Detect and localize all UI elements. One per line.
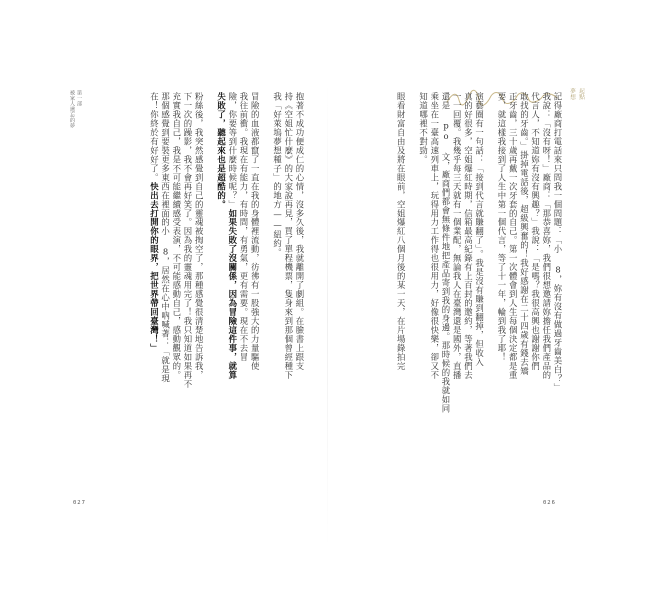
body-text: 我往前衝。我現在有能力，有時間，有勇氣，更有需要。現在不去冒	[239, 92, 249, 362]
text-column	[496, 92, 507, 362]
text-column	[148, 92, 159, 353]
body-text: 代言人，不知道妳有沒有興趣？」我說：「是嗎？我很高興也謝謝你們	[530, 92, 541, 371]
text-column	[474, 92, 485, 367]
text-column	[451, 92, 462, 380]
body-text: 我說：「沒有呀！」廠商：「那恭喜妳，我們很想邀請妳擔任我們產品的	[541, 92, 552, 380]
text-column	[283, 92, 294, 380]
body-text: 演藝圈有一句話：「接到代言就賺翻了」。我是沒有賺到翻掉，但收入	[474, 92, 485, 367]
body-text: 險，你要等到什麼時候呢？」	[227, 92, 238, 209]
right-section-label: 夢想	[569, 88, 575, 100]
left-page-number: 027	[73, 500, 86, 506]
body-text: 要，就這樣我接到了人生中第一個代言，等了十一年，輪到我了耶！	[497, 92, 507, 362]
right-section-label-small: 起點	[578, 88, 584, 100]
text-column	[227, 92, 238, 380]
text-column	[238, 92, 249, 362]
body-text: 還是 po 文，廠商們都會無條件地把產品寄到我的身邊。那時候的我就如同	[441, 92, 451, 414]
body-text: 充實我自己，我是不可能繼續感受表演，不可能感動自己，感動觀眾的。	[171, 92, 182, 380]
left-chapter-subtitle: 被家人遺忘的夢	[69, 90, 75, 129]
text-column	[507, 92, 518, 380]
emphasis-text: 如果失敗了沒關係，因為冒險這件事，就算	[227, 208, 238, 380]
right-page-number: 026	[543, 500, 556, 506]
body-text: 知道哪裡不對勁。	[418, 92, 429, 164]
text-column	[395, 92, 406, 371]
text-column	[541, 92, 552, 380]
text-column	[182, 92, 193, 389]
left-chapter-header: 第一部	[76, 90, 82, 107]
body-text: 持《空姐忙什麼》的大家說再見，買了單程機票，隻身來到那個曾經種下	[283, 92, 294, 380]
text-column	[462, 92, 473, 380]
body-text: 在！你終於有好好了。	[149, 92, 160, 182]
text-column	[160, 92, 171, 383]
text-column	[418, 92, 429, 164]
body-text: 粉絲後，我突然感覺到自己的靈魂被掏空了，那種感覺很清楚地告訴我，	[194, 92, 205, 380]
text-column	[272, 92, 283, 257]
text-column	[294, 92, 305, 371]
text-column	[552, 92, 563, 392]
text-column	[171, 92, 182, 380]
body-text: 冒險的血液都竄了一直在我的身體裡流動，彷彿有一股強大的力量驅使	[250, 92, 261, 371]
body-text: 我「好萊塢夢想種子」的地方——紐約。	[272, 92, 283, 258]
body-text: 那個感覺到要裝更多東西在裡面的小 8，居然在心中吶喊著：「就是現	[160, 92, 171, 383]
body-text: 抱著不成功便成仁的心情，沒多久後，我就離開了劇組。在臉書上跟支	[295, 92, 305, 371]
text-column	[530, 92, 541, 371]
body-text: 眼看財富自由及將在眼前，空姐爆紅八個月後的某一天，在片場錄拍完	[396, 92, 407, 371]
text-column	[429, 92, 440, 380]
book-gutter	[327, 80, 328, 550]
text-column	[216, 92, 227, 209]
body-text: 真的好很多，空姐爆紅時期，信箱最高紀錄有上百封的邀約，等著我們去	[463, 92, 474, 380]
emphasis-text: 快出去打開你的眼界，把世界帶回臺灣！」	[149, 181, 160, 353]
body-text: 敢找的牙齒。」掛掉電話後，超級興奮的！我好感謝在二十四歲有錢去矯	[519, 92, 530, 376]
text-column	[440, 92, 451, 413]
body-text: 一一回覆。我幾乎每三天就有一個業配，無論我人在臺灣還是國外，直播	[452, 92, 463, 380]
body-text: 乘坐在一臺高速列車上，玩得用力工作得也很用力，好像很快樂，卻又不	[429, 92, 440, 380]
body-text: 下一次的躁影，我不會再好笑了。因為我的靈魂用完了！我只知道如果再不	[183, 92, 193, 389]
body-text: 正牙齒，三十歲再戴一次牙套的自己。第一次體會到人生每個決定都是重	[508, 92, 519, 380]
text-column	[518, 92, 529, 376]
text-column	[193, 92, 204, 380]
emphasis-text: 失敗了，聽起來也是超酷的。	[216, 92, 227, 209]
text-column	[249, 92, 260, 371]
body-text: 記得廠商打電話來只問我一個問題：「小 8，妳有沒有做過牙齒美白？」	[553, 92, 563, 392]
